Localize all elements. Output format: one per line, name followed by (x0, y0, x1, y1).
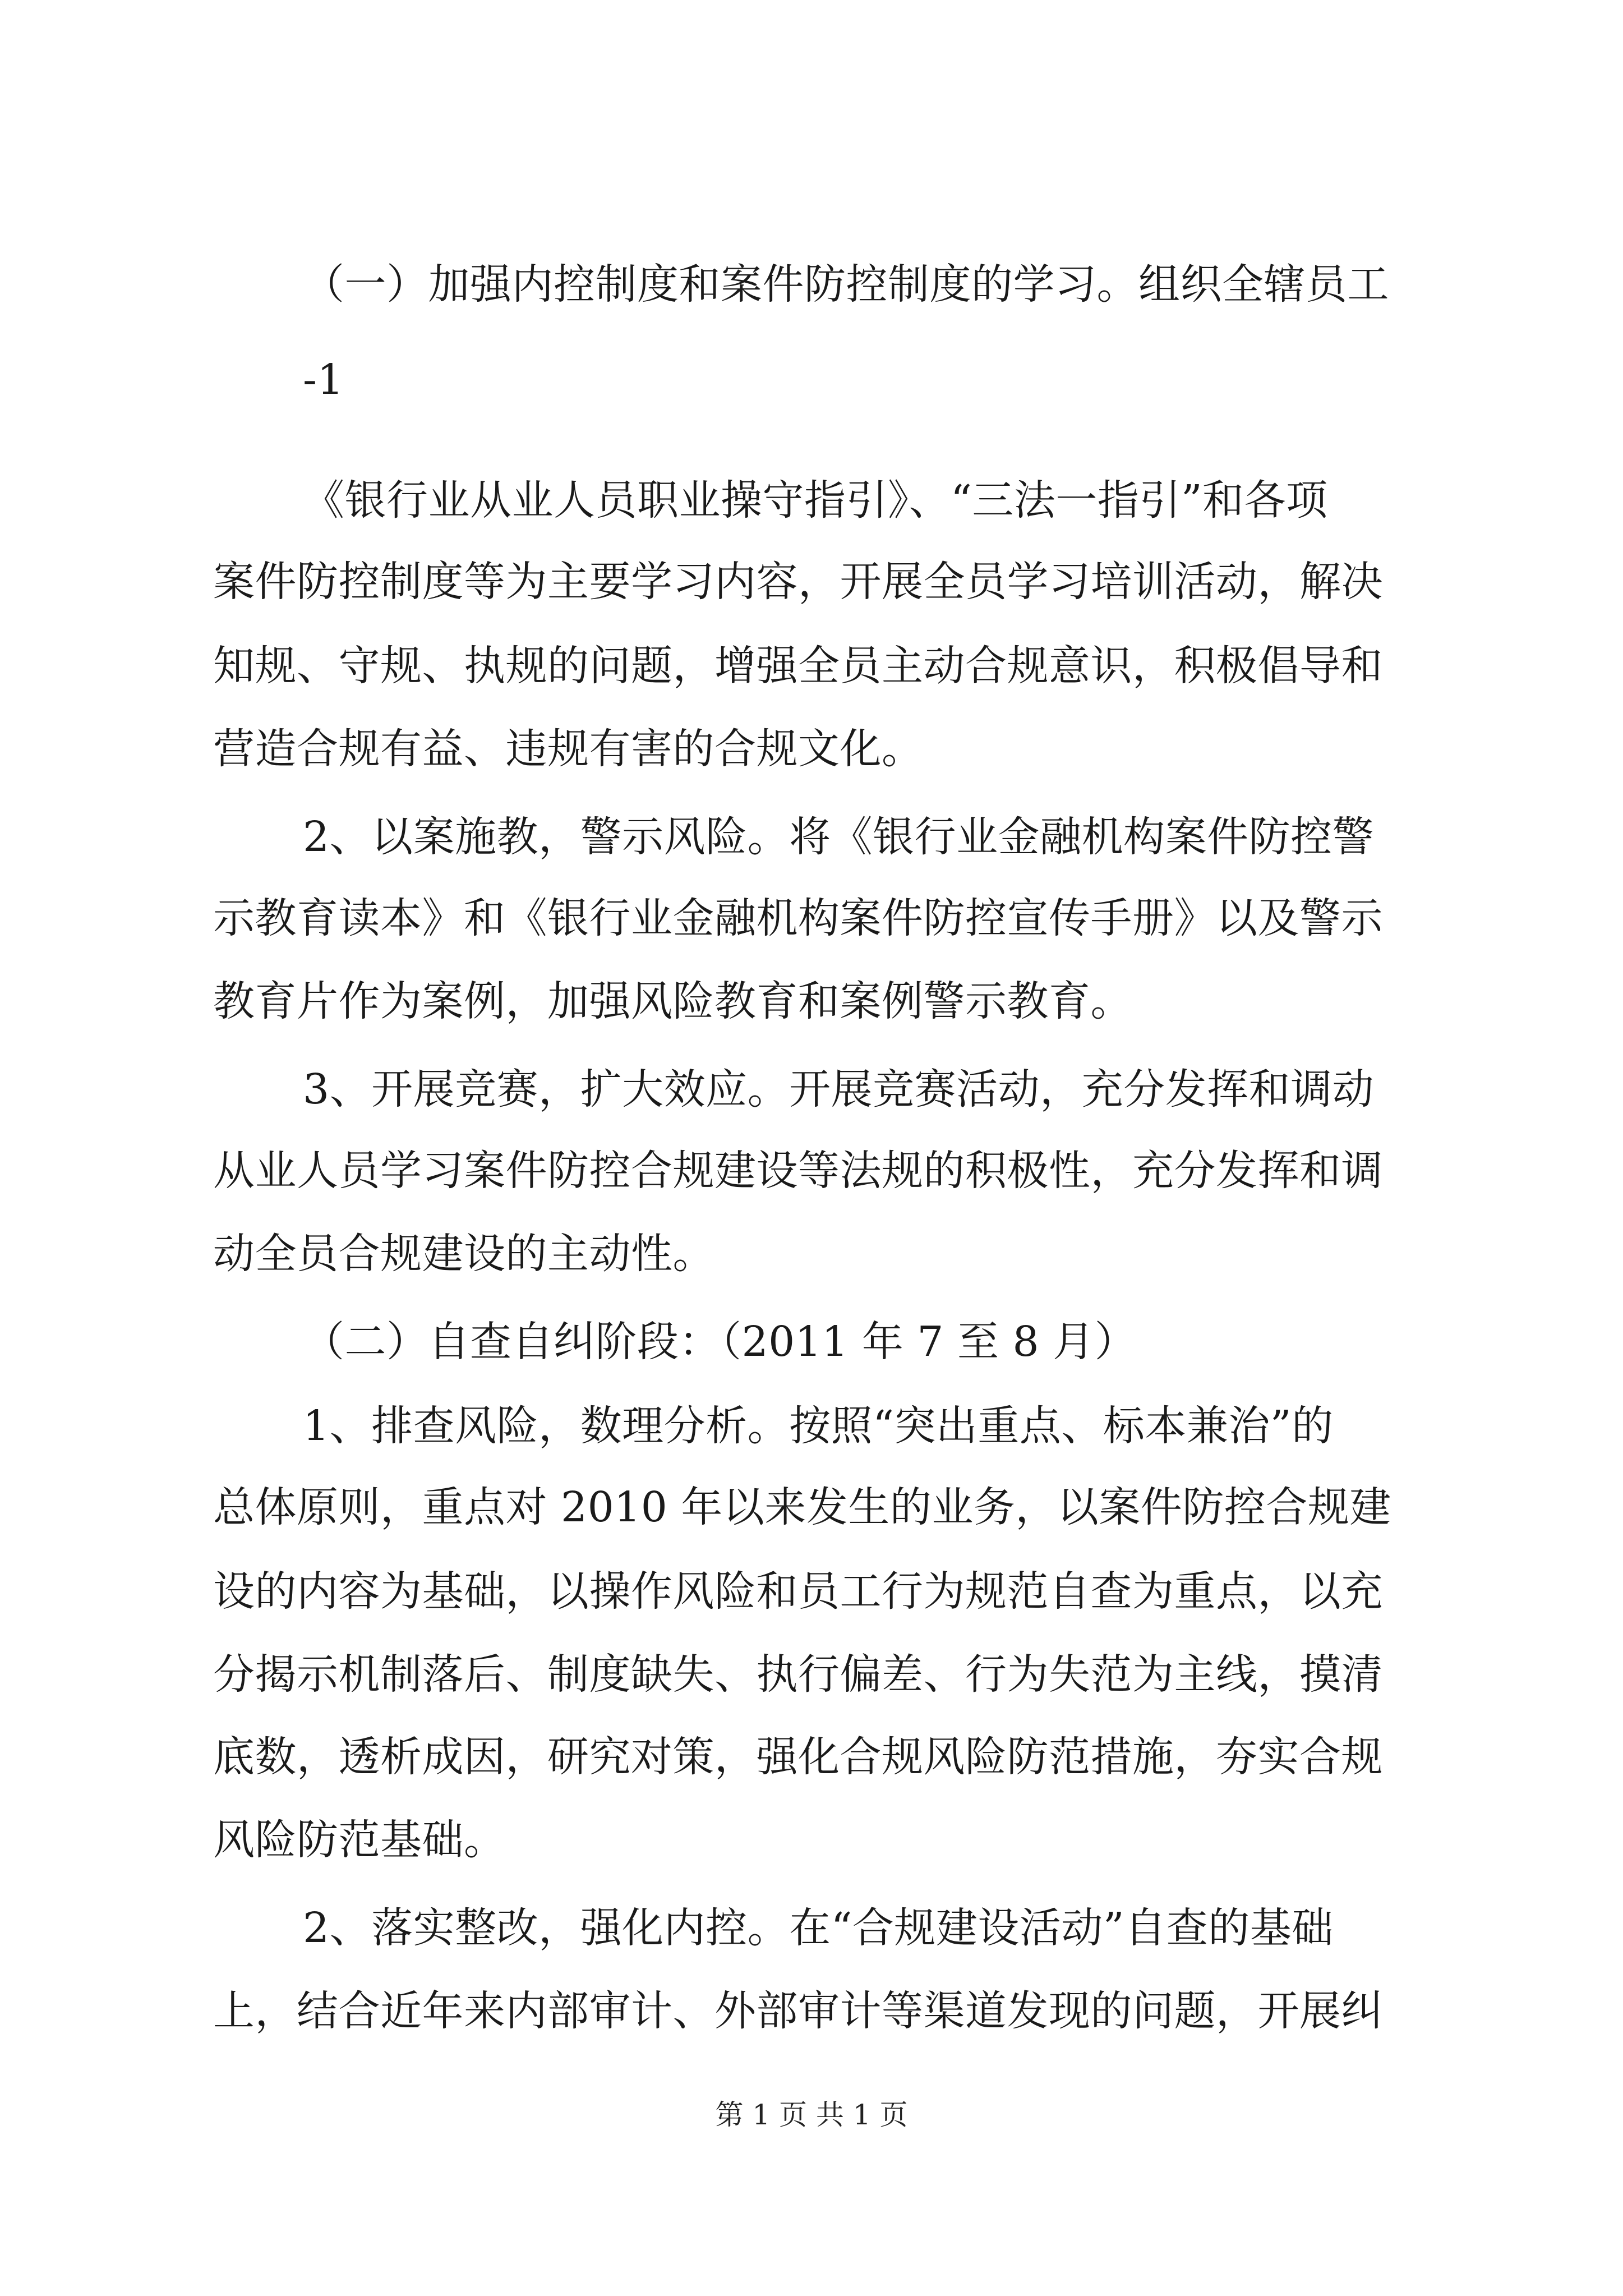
paragraph-line: 《银行业从业人员职业操守指引》、“三法一指引”和各项 (303, 476, 1328, 524)
paragraph-line: 教育片作为案例，加强风险教育和案例警示教育。 (213, 977, 1132, 1025)
paragraph-line: 上，结合近年来内部审计、外部审计等渠道发现的问题，开展纠 (213, 1987, 1383, 2035)
paragraph-line: 总体原则，重点对 2010 年以来发生的业务，以案件防控合规建 (213, 1483, 1391, 1531)
paragraph-line: 设的内容为基础，以操作风险和员工行为规范自查为重点，以充 (213, 1567, 1383, 1616)
paragraph-line: 动全员合规建设的主动性。 (213, 1230, 714, 1278)
paragraph-line: 知规、守规、执规的问题，增强全员主动合规意识，积极倡导和 (213, 642, 1383, 690)
paragraph-line: （一）加强内控制度和案件防控制度的学习。组织全辖员工 (303, 260, 1389, 309)
paragraph-line: 2、以案施教，警示风险。将《银行业金融机构案件防控警 (303, 813, 1375, 861)
paragraph-line: 示教育读本》和《银行业金融机构案件防控宣传手册》以及警示 (213, 894, 1383, 942)
paragraph-line: 从业人员学习案件防控合规建设等法规的积极性，充分发挥和调 (213, 1147, 1383, 1195)
paragraph-line: 1、排查风险，数理分析。按照“突出重点、标本兼治”的 (303, 1402, 1334, 1450)
paragraph-line: 3、开展竞赛，扩大效应。开展竞赛活动，充分发挥和调动 (303, 1065, 1375, 1114)
paragraph-line: 底数，透析成因，研究对策，强化合规风险防范措施，夯实合规 (213, 1733, 1383, 1781)
paragraph-line: 风险防范基础。 (213, 1816, 506, 1864)
paragraph-line: 分揭示机制落后、制度缺失、执行偏差、行为失范为主线，摸清 (213, 1650, 1383, 1699)
paragraph-line: -1 (303, 356, 344, 404)
page-number-footer: 第 1 页 共 1 页 (715, 2099, 908, 2131)
paragraph-line: 案件防控制度等为主要学习内容，开展全员学习培训活动，解决 (213, 558, 1383, 606)
section-heading: （二）自查自纠阶段：（2011 年 7 至 8 月） (303, 1318, 1137, 1366)
paragraph-line: 营造合规有益、违规有害的合规文化。 (213, 725, 924, 773)
paragraph-line: 2、落实整改，强化内控。在“合规建设活动”自查的基础 (303, 1904, 1334, 1952)
